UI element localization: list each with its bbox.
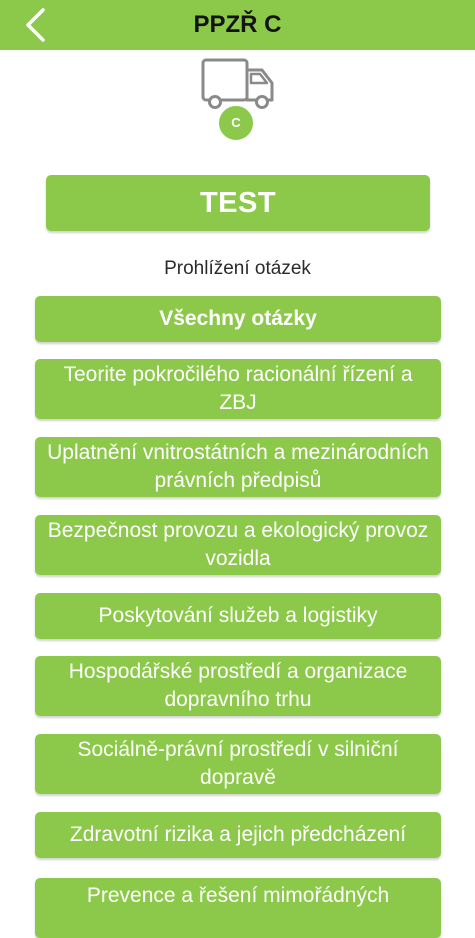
category-label: Uplatnění vnitrostátních a mezinárodních právních předpisů — [47, 441, 429, 492]
license-category-badge: C — [217, 104, 255, 142]
category-label: Sociálně-právní prostředí v silniční dopravě — [77, 738, 399, 789]
category-button-3[interactable] — [35, 515, 441, 575]
category-label: Zdravotní rizika a jejich předcházení — [69, 823, 407, 846]
category-label: Prevence a řešení mimořádných — [86, 884, 390, 907]
category-label: Poskytování služeb a logistiky — [98, 604, 378, 627]
page-title: PPZŘ C — [193, 11, 282, 38]
all-questions-button[interactable] — [35, 296, 441, 342]
category-button-7[interactable] — [35, 812, 441, 858]
category-button-2[interactable] — [35, 437, 441, 497]
app-header — [0, 0, 475, 50]
category-label: Hospodářské prostředí a organizace dopravního trhu — [68, 660, 408, 711]
test-button[interactable]: TEST — [46, 175, 430, 231]
category-label: Teorite pokročilého racionální řízení a ZBJ — [63, 363, 413, 414]
category-button-1[interactable] — [35, 359, 441, 419]
category-button-8[interactable] — [35, 878, 441, 938]
category-button-6[interactable] — [35, 734, 441, 794]
browse-questions-label: Prohlížení otázek — [164, 258, 311, 279]
category-label: Bezpečnost provozu a ekologický provoz vozidla — [47, 519, 429, 570]
category-button-4[interactable] — [35, 593, 441, 639]
all-questions-label: Všechny otázky — [159, 307, 317, 330]
category-button-5[interactable] — [35, 656, 441, 716]
